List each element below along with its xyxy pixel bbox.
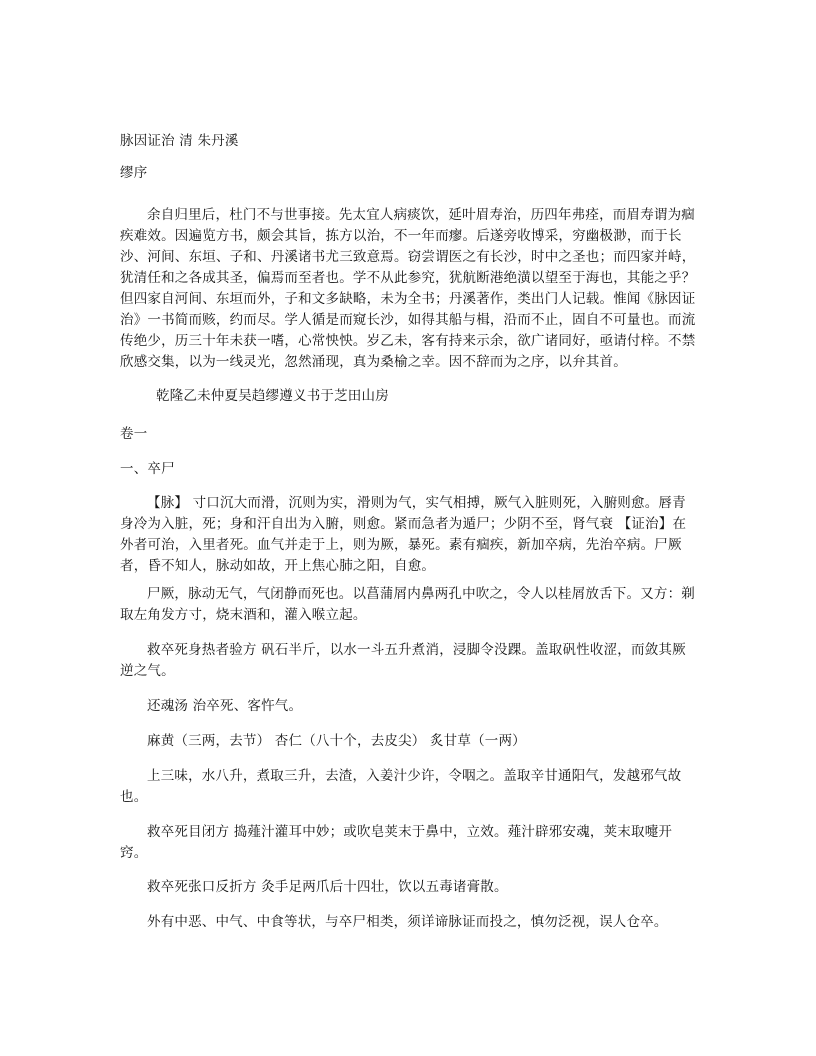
hot-body-remedy: 救卒死身热者验方 矾石半斤，以水一斗五升煮消，浸脚令没踝。盖取矾性收涩，而敛其厥逆之气。 bbox=[120, 642, 686, 679]
treatment-text: 在外者可治，入里者死。血气并走于上，则为厥，暴死。素有痼疾，新加卒病，先治卒病。尸厥者，昏不知人，脉动如故，开上焦心肺之阳，自愈。 bbox=[120, 516, 687, 574]
pulse-text: 寸口沉大而滑，沉则为实，滑则为气，实气相搏，厥气入脏则死，入腑则愈。唇青身冷为入脏，死；身和汗自出为入腑，则愈。紧而急者为遁尸；少阴不至，肾气衰 bbox=[120, 495, 686, 532]
preparation-method: 上三味，水八升，煮取三升，去渣，入姜汁少许，令咽之。盖取辛甘通阳气，发越邪气故也。 bbox=[120, 768, 682, 805]
corpse-syncope-paragraph: 尸厥，脉动无气，气闭静而死也。以菖蒲屑内鼻两孔中吹之，令人以桂屑放舌下。又方：剃取左角发方寸，烧末酒和，灌入喉立起。 bbox=[120, 586, 695, 623]
section-heading: 一、卒尸 bbox=[120, 461, 175, 477]
revival-soup-title: 还魂汤 治卒死、客忤气。 bbox=[147, 698, 303, 714]
ingredients-line: 麻黄（三两，去节） 杏仁（八十个，去皮尖） 炙甘草（一两） bbox=[147, 733, 526, 749]
pulse-tag: 【脉】 bbox=[147, 495, 189, 511]
closed-eyes-remedy: 救卒死目闭方 捣薤汁灌耳中妙；或吹皂荚末于鼻中，立效。薤汁辟邪安魂，荚末取嚏开窍。 bbox=[120, 824, 673, 861]
open-mouth-remedy: 救卒死张口反折方 灸手足两爪后十四壮，饮以五毒诸膏散。 bbox=[147, 879, 508, 895]
closing-note: 外有中恶、中气、中食等状，与卒尸相类，须详谛脉证而投之，慎勿泛视，误人仓卒。 bbox=[147, 914, 668, 930]
document-title: 脉因证治 清 朱丹溪 bbox=[120, 133, 239, 149]
preface-signature: 乾隆乙未仲夏吴趋缪遵义书于芝田山房 bbox=[156, 388, 389, 404]
treatment-tag: 【证治】 bbox=[617, 516, 673, 532]
preface-heading: 缪序 bbox=[120, 165, 148, 181]
preface-body: 余自归里后，杜门不与世事接。先太宜人病痰饮，延叶眉寿治，历四年弗痊，而眉寿谓为痼疾难效。因遍览方书，颇会其旨，拣方以治，不一年而瘳。后遂旁收博采，穷幽极渺，而于长沙、河间、东垣、子和、丹溪诸书尤三致意焉。窃尝谓医之有长沙，时中之圣也；而四家并峙，犹清任和之各成其圣，偏焉而至者也。学不从此参究，犹航断港绝潢以望至于海也，其能之乎？但四家自河间、东垣而外，子和文多缺略，未为全书；丹溪著作，类出门人记载。惟闻《脉因证治》一书简而赅，约而尽。学人循是而窥长沙，如得其船与楫，沿而不止，固自不可量也。而流传绝少，历三十年未获一嗜，心常怏怏。岁乙未，客有持来示余，欲广诸同好，亟请付梓。不禁欣感交集，以为一线灵光，忽然涌现，真为桑榆之幸。因不辞而为之序，以弁其首。 bbox=[120, 207, 696, 370]
volume-heading: 卷一 bbox=[120, 426, 148, 442]
pulse-paragraph bbox=[120, 493, 696, 577]
